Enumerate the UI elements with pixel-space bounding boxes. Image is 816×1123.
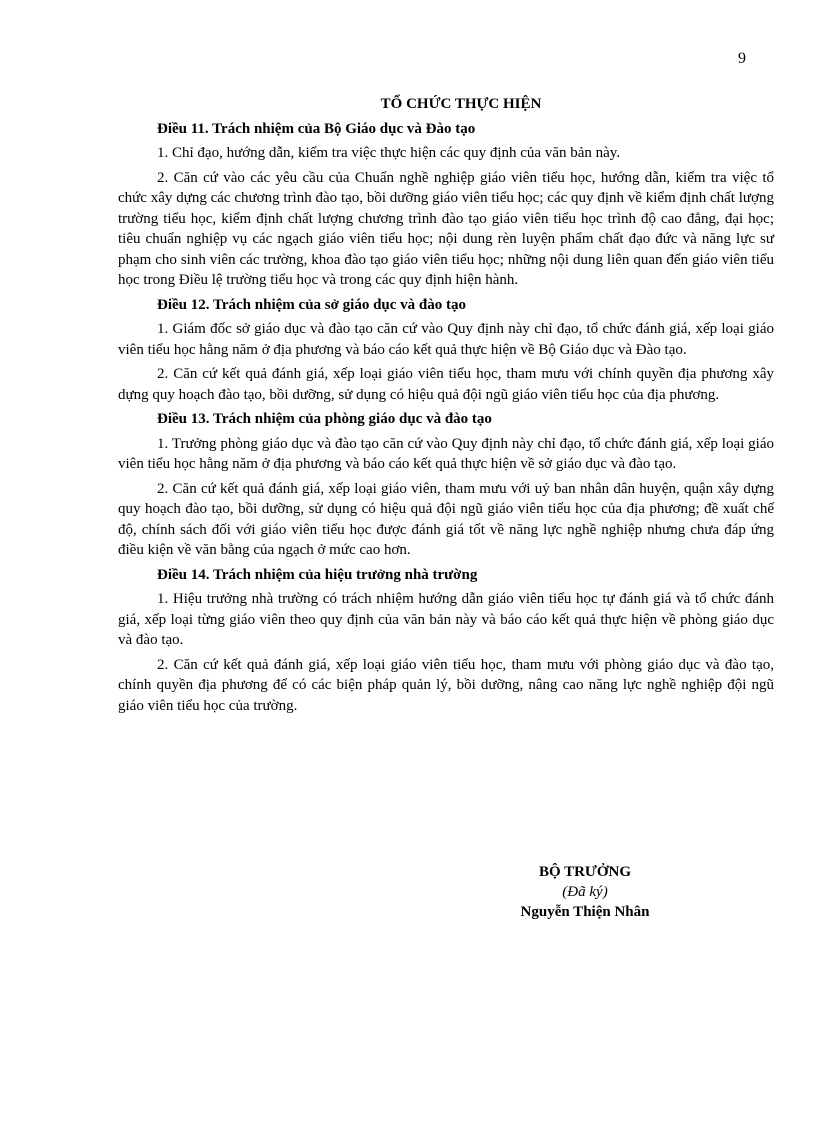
- article-paragraph: 2. Căn cứ kết quả đánh giá, xếp loại giáo viên tiểu học, tham mưu với phòng giáo dục và đào tạo, chính quyền địa phương để có các biện pháp quản lý, bồi dưỡng, nâng cao năng lực nghề nghiệp đội ngũ giáo viên tiểu học của trường.: [118, 656, 774, 714]
- article-12: [118, 295, 774, 406]
- article-heading: Điều 12. Trách nhiệm của sở giáo dục và đào tạo: [157, 296, 467, 313]
- article-paragraph: 2. Căn cứ kết quả đánh giá, xếp loại giáo viên tiểu học, tham mưu với chính quyền địa phương xây dựng quy hoạch đào tạo, bồi dưỡng, sử dụng có hiệu quả đội ngũ giáo viên tiểu học của địa phương.: [118, 366, 774, 403]
- section-title: TỔ CHỨC THỰC HIỆN: [380, 96, 542, 112]
- article-heading: Điều 11. Trách nhiệm của Bộ Giáo dục và Đào tạo: [157, 120, 476, 137]
- signature-block: [505, 862, 665, 922]
- article-heading: Điều 14. Trách nhiệm của hiệu trưởng nhà trường: [157, 566, 478, 583]
- article-13: [118, 409, 774, 561]
- signer-name: Nguyễn Thiện Nhân: [520, 904, 650, 920]
- article-paragraph: 2. Căn cứ vào các yêu cầu của Chuẩn nghề nghiệp giáo viên tiểu học, hướng dẫn, kiểm tra việc tổ chức xây dựng các chương trình đào tạo, bồi dưỡng giáo viên tiểu học; các quy định về kiểm định chất lượng trường tiểu học, kiểm định chất lượng chương trình đào tạo giáo viên tiểu học trình độ cao đẳng, đại học; tiêu chuẩn nghiệp vụ các ngạch giáo viên tiểu học; nội dung rèn luyện phẩm chất đạo đức và năng lực sư phạm cho sinh viên các trường, khoa đào tạo giáo viên tiểu học; những nội dung liên quan đến giáo viên tiểu học trong Điều lệ trường tiểu học và trong các quy định hiện hành.: [118, 169, 774, 288]
- signer-position: BỘ TRƯỞNG: [538, 864, 632, 880]
- page-number: 9: [738, 50, 746, 67]
- article-11: [118, 119, 774, 291]
- article-paragraph: 1. Hiệu trưởng nhà trường có trách nhiệm hướng dẫn giáo viên tiểu học tự đánh giá và tổ chức đánh giá, xếp loại từng giáo viên theo quy định của văn bản này và báo cáo kết quả thực hiện về phòng giáo dục và đào tạo.: [118, 591, 774, 648]
- article-paragraph: 1. Chỉ đạo, hướng dẫn, kiểm tra việc thực hiện các quy định của văn bản này.: [157, 145, 621, 161]
- signed-note: (Đã ký): [562, 884, 608, 900]
- article-heading: Điều 13. Trách nhiệm của phòng giáo dục và đào tạo: [157, 411, 492, 427]
- document-body: [118, 94, 774, 720]
- article-paragraph: 1. Giám đốc sở giáo dục và đào tạo căn cứ vào Quy định này chỉ đạo, tổ chức đánh giá, xếp loại giáo viên tiểu học hằng năm ở địa phương và báo cáo kết quả thực hiện về Bộ Giáo dục và Đào tạo.: [118, 321, 774, 358]
- article-paragraph: 1. Trưởng phòng giáo dục và đào tạo căn cứ vào Quy định này chỉ đạo, tổ chức đánh giá, xếp loại giáo viên tiểu học hằng năm ở địa phương và báo cáo kết quả thực hiện về sở giáo dục và đào tạo.: [118, 435, 774, 472]
- article-14: [118, 565, 774, 717]
- article-paragraph: 2. Căn cứ kết quả đánh giá, xếp loại giáo viên, tham mưu với uỷ ban nhân dân huyện, quận xây dựng quy hoạch đào tạo, bồi dưỡng, sử dụng có hiệu quả đội ngũ giáo viên tiểu học của địa phương; đề xuất chế độ, chính sách đối với giáo viên tiểu học được đánh giá tốt về năng lực nghề nghiệp nhưng chưa đáp ứng điều kiện về văn bằng của ngạch ở mức cao hơn.: [118, 480, 774, 558]
